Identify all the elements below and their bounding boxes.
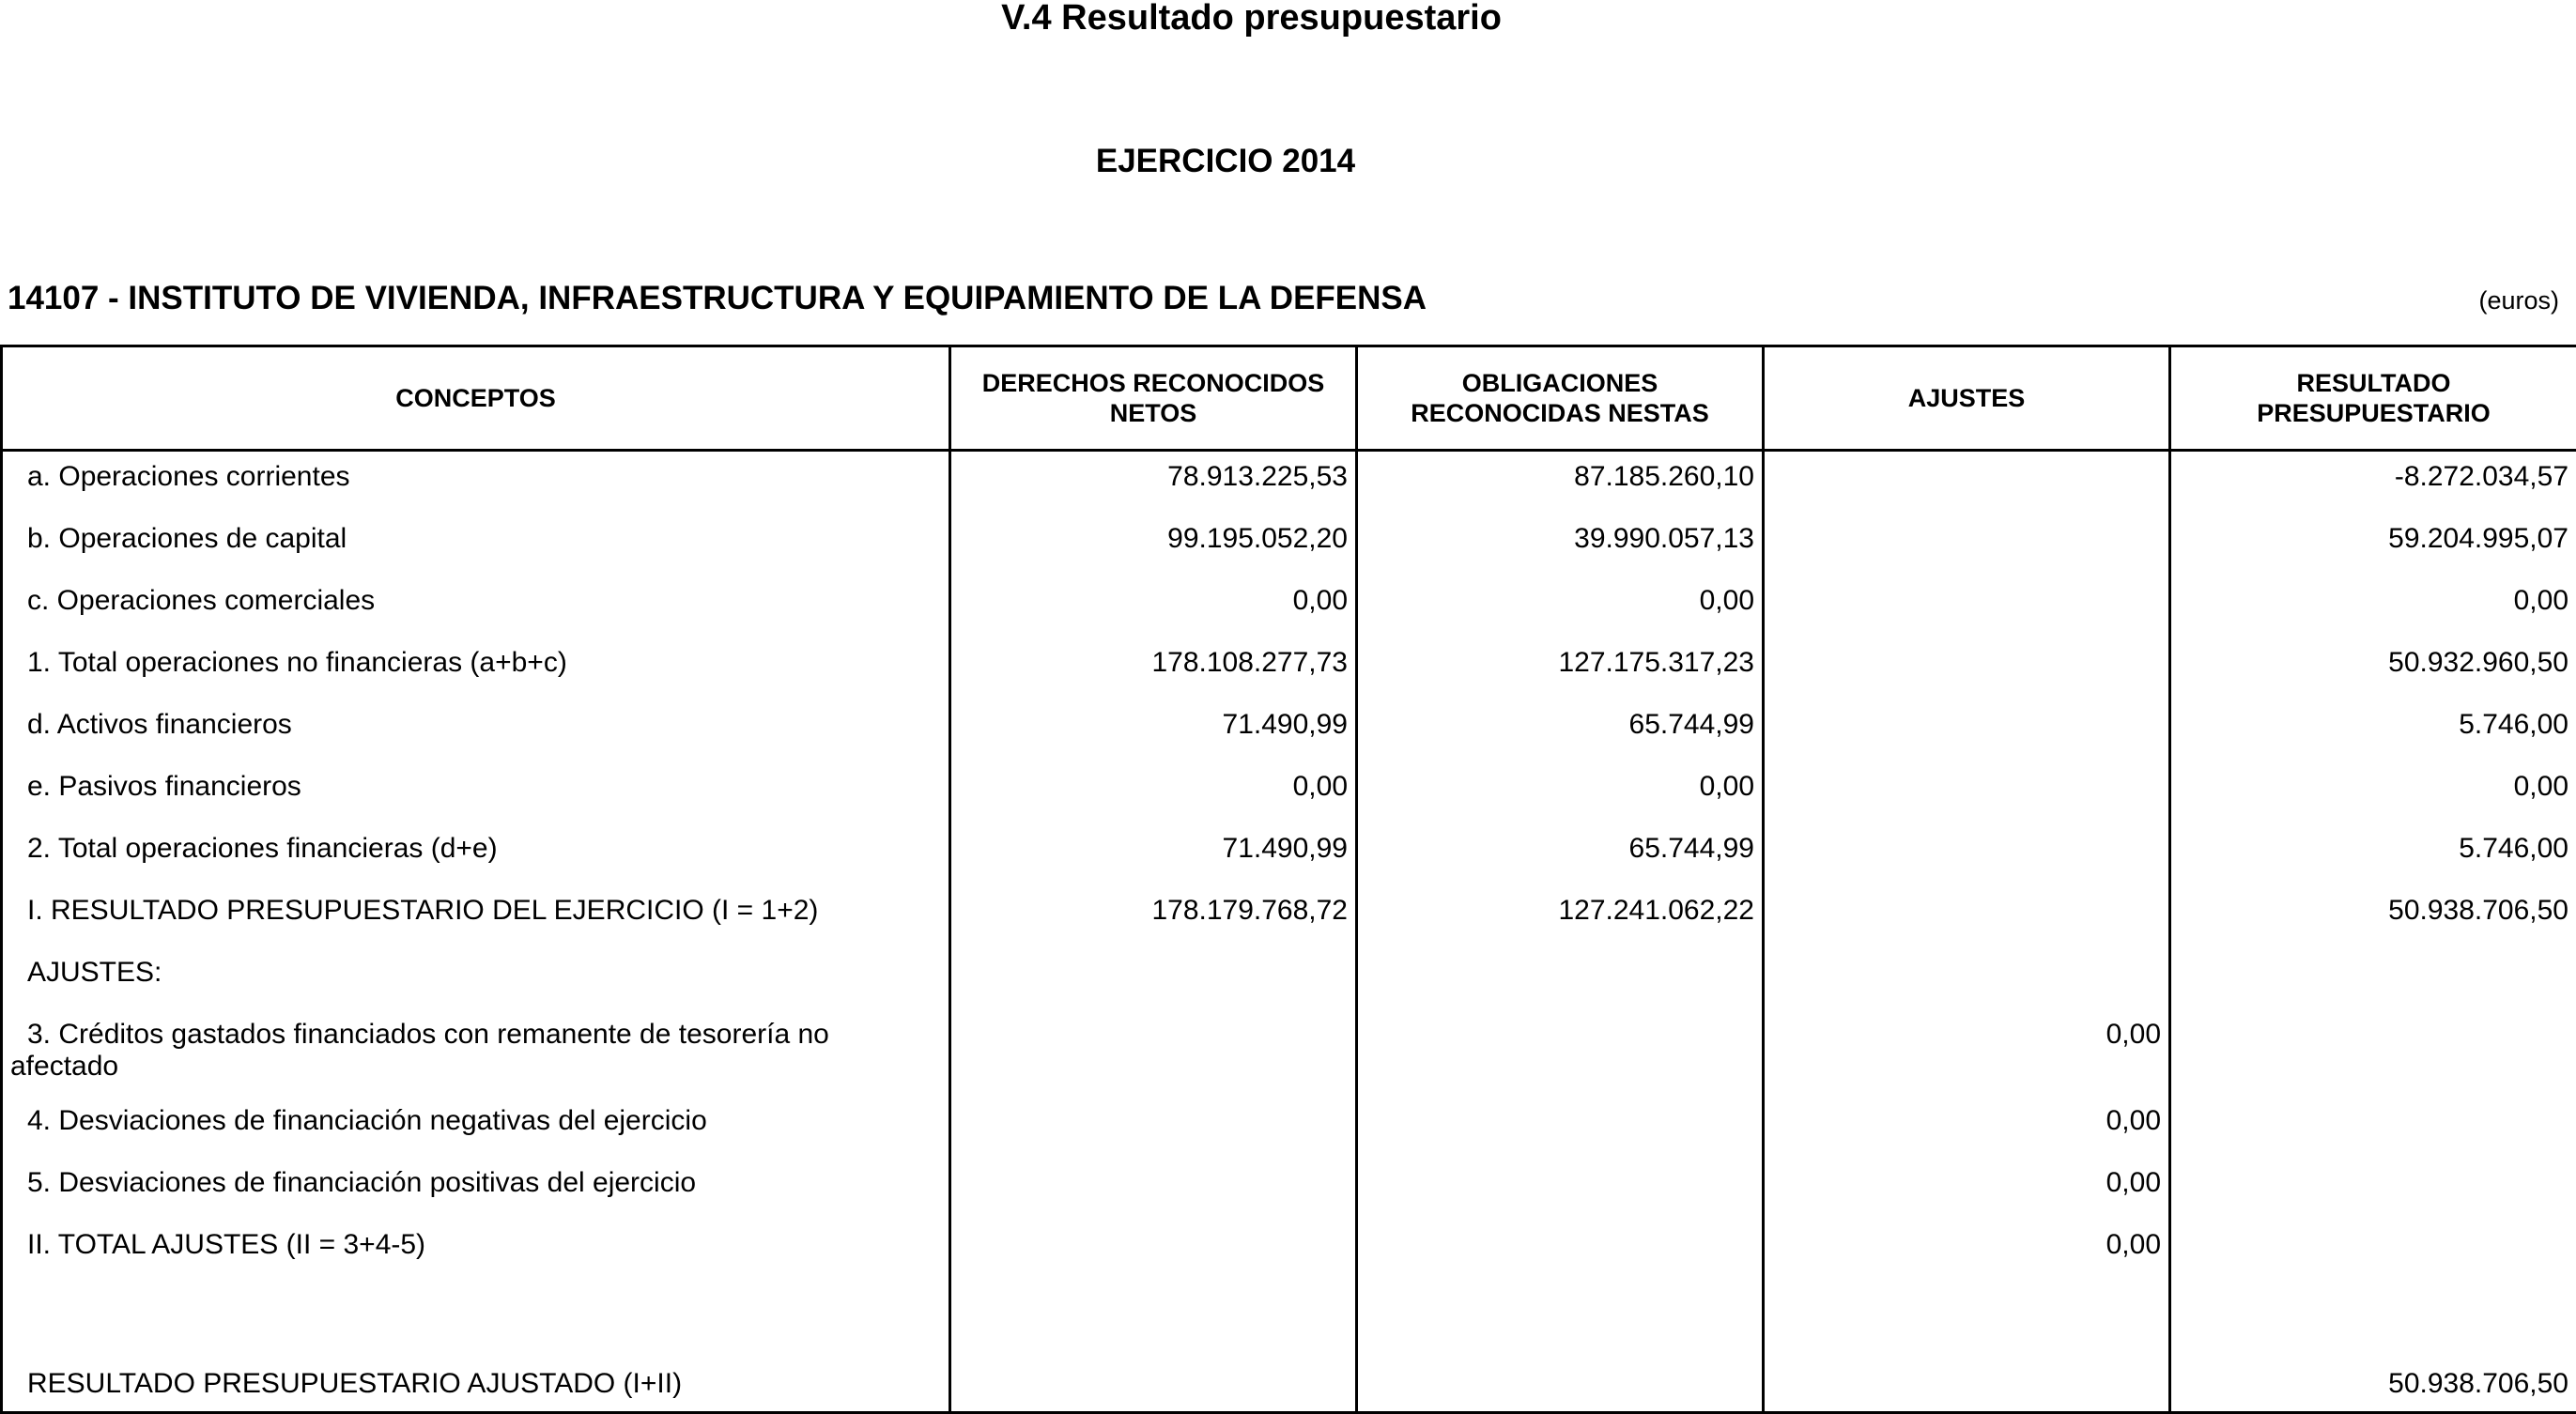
table-row [2,1011,2576,1098]
rights-cell [950,1011,1357,1098]
table-row-total [2,1360,2576,1413]
table-row-empty [2,1283,2576,1360]
table-row [2,639,2576,701]
obligations-cell: 0,00 [1357,577,1764,639]
budget-result-table [0,345,2576,1414]
obligations-cell [1357,949,1764,1011]
result-cell [2170,1011,2576,1098]
rights-cell [950,1222,1357,1283]
rights-cell: 78.913.225,53 [950,451,1357,516]
adjustments-cell [1764,763,2170,825]
header-concepts: CONCEPTOS [2,346,950,451]
header-rights: DERECHOS RECONOCIDOS NETOS [950,346,1357,451]
adjustments-cell [1764,451,2170,516]
result-cell: 0,00 [2170,763,2576,825]
concept-cell: c. Operaciones comerciales [2,577,950,639]
table-row [2,701,2576,763]
table-header-row [2,346,2576,451]
rights-cell: 71.490,99 [950,825,1357,887]
obligations-cell [1357,1098,1764,1160]
obligations-cell [1357,1160,1764,1222]
result-cell [2170,1098,2576,1160]
adjustments-cell [1764,701,2170,763]
rights-cell: 99.195.052,20 [950,515,1357,577]
result-cell: 50.932.960,50 [2170,639,2576,701]
adjustments-cell: 0,00 [1764,1098,2170,1160]
adjustments-cell [1764,949,2170,1011]
adjustments-cell: 0,00 [1764,1011,2170,1098]
result-cell [2170,1160,2576,1222]
obligations-cell: 39.990.057,13 [1357,515,1764,577]
concept-cell: 5. Desviaciones de financiación positivas del ejercicio [2,1160,950,1222]
obligations-cell: 0,00 [1357,763,1764,825]
adjustments-cell [1764,825,2170,887]
adjustments-cell [1764,577,2170,639]
table-row [2,1160,2576,1222]
adjustments-cell [1764,1283,2170,1360]
concept-cell: a. Operaciones corrientes [2,451,950,516]
concept-cell: 4. Desviaciones de financiación negativas del ejercicio [2,1098,950,1160]
obligations-cell: 127.241.062,22 [1357,887,1764,949]
concept-cell: e. Pasivos financieros [2,763,950,825]
table-row [2,1098,2576,1160]
concept-cell: 3. Créditos gastados financiados con remanente de tesorería no afectado [2,1011,950,1098]
result-cell: 5.746,00 [2170,701,2576,763]
rights-cell: 0,00 [950,577,1357,639]
result-cell: 50.938.706,50 [2170,1360,2576,1413]
table-row [2,949,2576,1011]
concept-cell [2,1283,950,1360]
result-cell: 0,00 [2170,577,2576,639]
obligations-cell [1357,1360,1764,1413]
concept-cell: 1. Total operaciones no financieras (a+b+c) [2,639,950,701]
units-label: (euros) [2478,285,2559,315]
result-cell: 5.746,00 [2170,825,2576,887]
rights-cell: 71.490,99 [950,701,1357,763]
rights-cell: 178.179.768,72 [950,887,1357,949]
rights-cell: 0,00 [950,763,1357,825]
concept-cell: AJUSTES: [2,949,950,1011]
rights-cell [950,1160,1357,1222]
rights-cell: 178.108.277,73 [950,639,1357,701]
table-row [2,577,2576,639]
concept-cell: RESULTADO PRESUPUESTARIO AJUSTADO (I+II) [2,1360,950,1413]
adjustments-cell [1764,515,2170,577]
adjustments-cell [1764,1360,2170,1413]
obligations-cell: 65.744,99 [1357,825,1764,887]
result-cell [2170,949,2576,1011]
page-title: V.4 Resultado presupuestario [0,0,2503,36]
result-cell: 59.204.995,07 [2170,515,2576,577]
rights-cell [950,1360,1357,1413]
obligations-cell: 87.185.260,10 [1357,451,1764,516]
obligations-cell [1357,1222,1764,1283]
adjustments-cell [1764,887,2170,949]
result-cell [2170,1283,2576,1360]
rights-cell [950,949,1357,1011]
table-row [2,1222,2576,1283]
concept-cell: b. Operaciones de capital [2,515,950,577]
result-cell: -8.272.034,57 [2170,451,2576,516]
concept-cell: d. Activos financieros [2,701,950,763]
obligations-cell [1357,1283,1764,1360]
adjustments-cell: 0,00 [1764,1222,2170,1283]
header-obligations: OBLIGACIONES RECONOCIDAS NESTAS [1357,346,1764,451]
table-row [2,451,2576,516]
table-row [2,887,2576,949]
table-row [2,763,2576,825]
header-result: RESULTADO PRESUPUESTARIO [2170,346,2576,451]
rights-cell [950,1283,1357,1360]
rights-cell [950,1098,1357,1160]
concept-cell: II. TOTAL AJUSTES (II = 3+4-5) [2,1222,950,1283]
adjustments-cell [1764,639,2170,701]
table-row [2,515,2576,577]
result-cell [2170,1222,2576,1283]
obligations-cell: 65.744,99 [1357,701,1764,763]
obligations-cell [1357,1011,1764,1098]
adjustments-cell: 0,00 [1764,1160,2170,1222]
table-row [2,825,2576,887]
header-adjustments: AJUSTES [1764,346,2170,451]
result-cell: 50.938.706,50 [2170,887,2576,949]
concept-cell: 2. Total operaciones financieras (d+e) [2,825,950,887]
entity-heading: 14107 - INSTITUTO DE VIVIENDA, INFRAESTRUCTURA Y EQUIPAMIENTO DE LA DEFENSA [8,280,1427,317]
concept-cell: I. RESULTADO PRESUPUESTARIO DEL EJERCICIO (I = 1+2) [2,887,950,949]
obligations-cell: 127.175.317,23 [1357,639,1764,701]
exercise-heading: EJERCICIO 2014 [0,143,2451,180]
